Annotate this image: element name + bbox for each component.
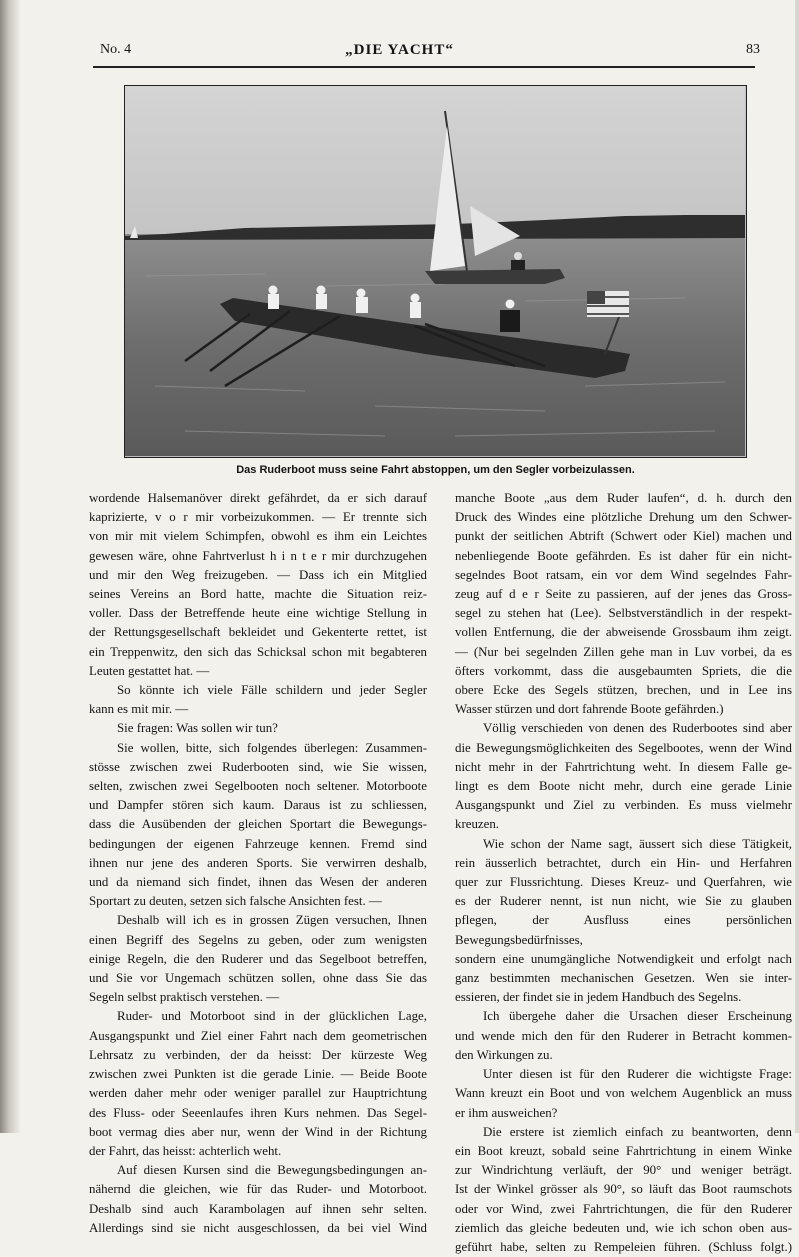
text-line: und Dampfer stören sich kaum. Daraus ist zu schliessen, bbox=[89, 798, 427, 813]
text-line: und Sie vor Ungemach schützen sollen, ohne dass Sie das bbox=[89, 971, 427, 986]
text-line: es der Ruderer nennt, ist nun nicht, wie Sie zu glauben bbox=[455, 894, 792, 909]
text-line: oder vor Wind, zwei Fahrtrichtungen, die für den Ruderer bbox=[455, 1201, 792, 1216]
text-line: obere Ecke des Segels stützen, brechen, und in Lee ins bbox=[455, 683, 792, 698]
flag bbox=[587, 291, 629, 317]
text-line: essieren, der findet sie in jedem Handbuch des Segelns. bbox=[455, 990, 742, 1005]
text-column-right bbox=[455, 489, 792, 1257]
text-line: Leuten gestattet hat. — bbox=[89, 663, 210, 678]
text-line: — (Nur bei segelnden Zillen gehe man in Luv vorbei, da es bbox=[455, 644, 792, 659]
text-line: Ruder- und Motorboot sind in der glücklichen Lage, bbox=[117, 1009, 427, 1024]
photo-caption: Das Ruderboot muss seine Fahrt abstoppen, um den Segler vorbeizulassen. bbox=[236, 464, 635, 476]
header-rule bbox=[93, 66, 755, 68]
text-line: gewesen wäre, ohne Fahrtverlust h i n t e r mir durchzugehen bbox=[89, 548, 427, 563]
text-line: Auf diesen Kursen sind die Bewegungsbedingungen an- bbox=[117, 1163, 427, 1178]
text-line: ein Boot kreuzt, sobald seine Fahrtrichtung in einem Winke bbox=[455, 1143, 792, 1158]
text-line: dass die Ausübenden der gleichen Sportart die Bewegungs- bbox=[89, 817, 427, 832]
text-line: den Wirkungen zu. bbox=[455, 1047, 553, 1062]
text-line: und da niemand sich findet, ihnen das Wesen der anderen bbox=[89, 875, 427, 890]
text-line: So könnte ich viele Fälle schildern und jeder Segler bbox=[117, 683, 427, 698]
photo-illustration bbox=[125, 86, 745, 456]
text-line: ihnen nur jene des anderen Sports. Sie verwirren deshalb, bbox=[89, 855, 427, 870]
text-line: pflegen, der Ausfluss eines persönlichen Bewegungsbedürfnisses, bbox=[455, 913, 792, 947]
text-line: er ihm ausweichen? bbox=[455, 1105, 558, 1120]
text-line: stösse zwischen zwei Ruderbooten sind, wie Sie wissen, bbox=[89, 759, 427, 774]
text-line: boot vermag dies aber nur, wenn der Wind in der Richtung bbox=[89, 1124, 427, 1139]
text-line: Wasser stürzen und dort fahrende Boote gefährden.) bbox=[455, 702, 724, 717]
text-line: vollen Entfernung, die der abweisende Grossbaum ihm zeigt. bbox=[455, 625, 792, 640]
text-column-left bbox=[89, 489, 427, 1238]
text-line: Wann kreuzt ein Boot und von welchem Augenblick an muss bbox=[455, 1086, 792, 1101]
text-line: ganz bestimmten mechanischen Gesetzen. Wen sie inter- bbox=[455, 971, 792, 986]
text-line: punkt der seitlichen Abtrift (Schwert oder Kiel) machen und bbox=[455, 529, 792, 544]
text-line: nebenliegende Boote gefährden. Es ist daher für ein nicht- bbox=[455, 548, 792, 563]
text-line: segel zu stehen hat (Lee). Selbstverständlich in der respekt- bbox=[455, 606, 792, 621]
text-line: ziemlich das gleiche bedeuten und, wie ich schon oben aus- bbox=[455, 1220, 792, 1235]
text-line: nicht mehr in der Fahrtrichtung weht. In diesem Falle ge- bbox=[455, 759, 792, 774]
text-line: manche Boote „aus dem Ruder laufen“, d. h. durch den bbox=[455, 491, 792, 505]
sky bbox=[125, 86, 745, 236]
text-line: geführt habe, selten zu Rempeleien führen. (Schluss folgt.) bbox=[455, 1239, 792, 1254]
text-line: rein äusserlich betrachtet, durch ein Hin- und Herfahren bbox=[455, 855, 792, 870]
text-line: einen Begriff des Segelns zu geben, oder zum wenigsten bbox=[89, 932, 427, 947]
rowing-boat-photo bbox=[124, 85, 747, 458]
text-line: von mir mit vielem Schimpfen, obwohl es ihm ein Leichtes bbox=[89, 529, 427, 544]
text-line: Druck des Windes eine plötzliche Drehung um den Schwer- bbox=[455, 510, 792, 525]
text-line: und mir den Weg freizugeben. — Dass ich ein Mitglied bbox=[89, 567, 427, 582]
text-line: Ausgangspunkt und Ziel einer Fahrt nach dem geometrischen bbox=[89, 1028, 427, 1043]
text-line: lingt es dem Boote nicht mehr, durch eine gerade Linie bbox=[455, 779, 792, 794]
text-line: der Rettungsgesellschaft bekleidet und Gekenterte rettet, ist bbox=[89, 625, 427, 640]
text-line: Ausgangspunkt und Ziel zu verbinden. Es muss vielmehr bbox=[455, 798, 792, 813]
text-line: Allerdings sind sie nicht ausgeschlossen, da bei viel Wind bbox=[89, 1220, 427, 1235]
text-line: Sie fragen: Was sollen wir tun? bbox=[117, 721, 278, 736]
text-line: kaprizierte, v o r mir vorbeizukommen. — Er trennte sich bbox=[89, 510, 427, 525]
text-line: Die erstere ist ziemlich einfach zu beantworten, denn bbox=[483, 1124, 792, 1139]
text-line: selten, zwischen zwei Segelbooten noch seltener. Motorboote bbox=[89, 779, 427, 794]
text-line: Sie wollen, bitte, sich folgendes überlegen: Zusammen- bbox=[117, 740, 427, 755]
text-line: Segeln selbst praktisch verstehen. — bbox=[89, 990, 280, 1005]
text-line: werden daher mehr oder weniger parallel zur Hauptrichtung bbox=[89, 1086, 427, 1101]
journal-title: „DIE YACHT“ bbox=[345, 42, 454, 58]
text-line: nähernd die gleichen, wie für das Ruder- und Motorboot. bbox=[89, 1182, 427, 1197]
issue-number: No. 4 bbox=[100, 42, 132, 57]
text-line: einige Regeln, die den Ruderer und das Segelboot betreffen, bbox=[89, 951, 427, 966]
text-line: bedingungen der eigenen Fahrzeuge kennen. Fremd sind bbox=[89, 836, 427, 851]
page-number: 83 bbox=[746, 42, 760, 57]
page-edge bbox=[795, 0, 799, 1133]
text-line: voller. Dass der Betreffende heute eine wichtige Stellung in bbox=[89, 606, 427, 621]
text-line: öfters vorkommt, dass die ausgebaumten Spriets, die die bbox=[455, 663, 792, 678]
text-line: Völlig verschieden von denen des Ruderbootes sind aber bbox=[483, 721, 792, 736]
text-line: wordende Halsemanöver direkt gefährdet, da er sich darauf bbox=[89, 491, 427, 505]
text-line: zwischen zwei Punkten ist die gerade Linie. — Beide Boote bbox=[89, 1067, 427, 1082]
text-line: Deshalb sind auch Karambolagen auf ihnen sehr selten. bbox=[89, 1201, 427, 1216]
text-line: seines Vereins an Bord hatte, machte die Situation reiz- bbox=[89, 587, 427, 602]
text-line: zur Windrichtung verläuft, der 90° und weniger beträgt. bbox=[455, 1163, 792, 1178]
text-line: Lehrsatz zu verbinden, der da heisst: Der kürzeste Weg bbox=[89, 1047, 427, 1062]
text-line: Wie schon der Name sagt, äussert sich diese Tätigkeit, bbox=[483, 836, 792, 851]
text-line: die Bewegungsmöglichkeiten des Segelbootes, wenn der Wind bbox=[455, 740, 792, 755]
page-binding-shadow bbox=[0, 0, 20, 1133]
text-line: Sportart zu deuten, setzen sich falsche Ansichten fest. — bbox=[89, 894, 382, 909]
text-line: kann es mit mir. — bbox=[89, 702, 189, 717]
text-line: sondern eine unumgängliche Notwendigkeit und erfolgt nach bbox=[455, 951, 792, 966]
text-line: Unter diesen ist für den Ruderer die wichtigste Frage: bbox=[483, 1067, 792, 1082]
text-line: kreuzen. bbox=[455, 817, 500, 832]
text-line: Ich übergehe daher die Ursachen dieser Erscheinung bbox=[483, 1009, 792, 1024]
text-line: quer zur Flussrichtung. Dieses Kreuz- und Querfahren, wie bbox=[455, 875, 792, 890]
text-line: Ist der Winkel grösser als 90°, so läuft das Boot raumschots bbox=[455, 1182, 792, 1197]
text-line: ein Treppenwitz, den sich das Schicksal schon mit begabteren bbox=[89, 644, 427, 659]
text-line: zeug auf d e r Seite zu passieren, auf der jenes das Gross- bbox=[455, 587, 792, 602]
text-line: der Fahrt, das heisst: achterlich weht. bbox=[89, 1143, 282, 1158]
text-line: segelndes Boot ratsam, ein vor dem Wind segelndes Fahr- bbox=[455, 567, 792, 582]
text-line: Deshalb will ich es in grossen Zügen versuchen, Ihnen bbox=[117, 913, 427, 928]
text-line: und wende mich den für den Ruderer in Betracht kommen- bbox=[455, 1028, 792, 1043]
text-line: des Fluss- oder Seeenlaufes ihren Kurs nehmen. Das Segel- bbox=[89, 1105, 427, 1120]
